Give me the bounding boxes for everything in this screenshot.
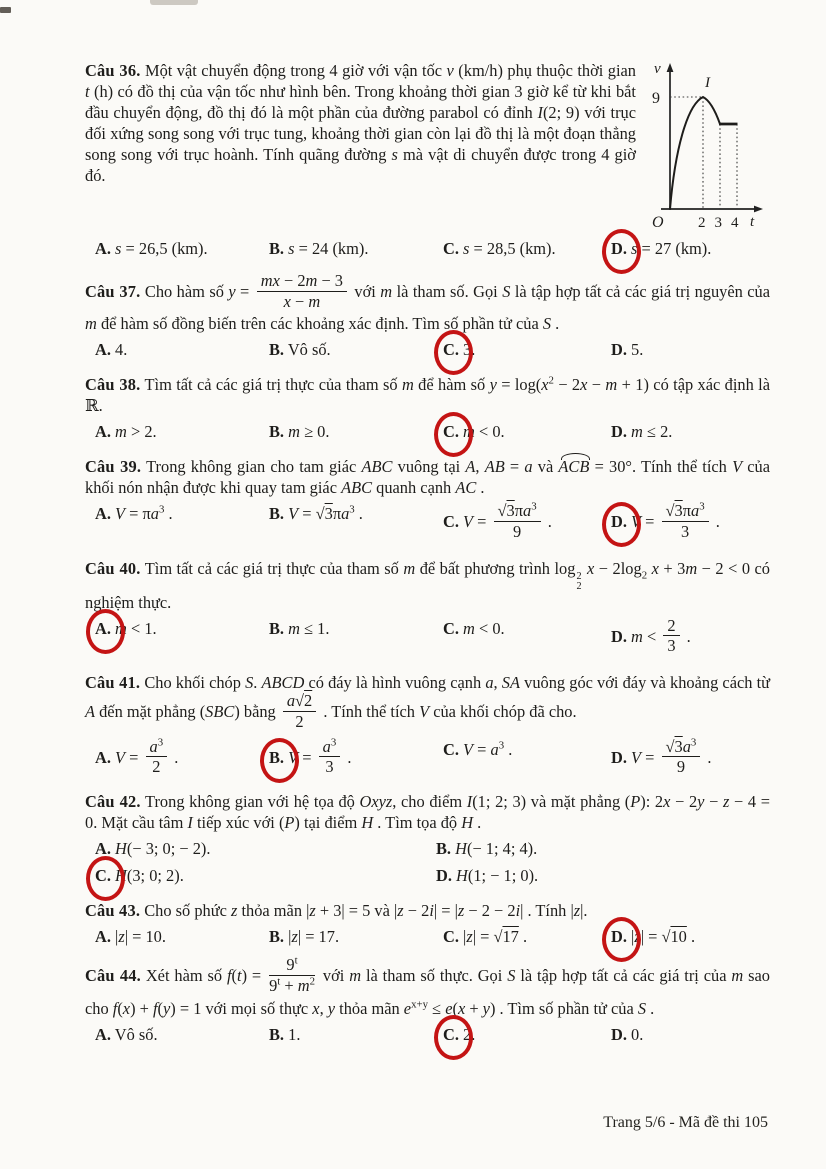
answer-text: H(− 1; 4; 4). (455, 839, 538, 859)
answer-option-b (269, 1024, 439, 1045)
fraction: $\frac{9^t}{9^t + m^2}$ (269, 954, 315, 995)
answer-letter: D. (611, 422, 627, 442)
answer-option-c (443, 500, 607, 543)
answer-letter: C. (443, 512, 459, 532)
answer-letter: D. (436, 866, 452, 886)
question-block-43 (85, 900, 770, 947)
correct-answer-circle: D. (611, 512, 627, 532)
answer-option-d (611, 339, 770, 360)
answer-text: |z| = √17 . (463, 927, 528, 947)
answer-text: s = 24 (km). (288, 239, 369, 258)
answer-row (95, 926, 770, 947)
answer-letter: D. (611, 1024, 627, 1044)
velocity-time-graph (648, 54, 770, 236)
answer-letter: A. (95, 927, 111, 947)
answer-text: Vô số. (114, 1024, 158, 1044)
answer-text: V = $\frac{√3a^3}{9}$ . (631, 736, 712, 777)
answer-option-b (269, 339, 439, 360)
fraction: $\frac{√3\pi a^3}{3}$ (662, 502, 709, 540)
correct-answer-circle: A. (95, 618, 111, 638)
fraction: $\frac{a^3}{2}$ (146, 738, 168, 776)
fraction: $\frac{a√2}{2}$ (283, 692, 316, 730)
answer-option-b (269, 421, 439, 442)
answer-option-c (443, 926, 607, 947)
answer-row (95, 500, 770, 543)
answer-option-d (611, 238, 770, 259)
answer-letter: A. (95, 1024, 111, 1044)
fraction: $\frac{√3a^3}{9}$ (662, 738, 701, 776)
question-stem: Câu 43. Cho số phức z thỏa mãn |z + 3| = 5 và |z − 2i| = |z − 2 − 2i| . Tính |z|. (85, 901, 588, 921)
answer-letter: B. (269, 239, 285, 258)
answer-letter: B. (269, 1024, 285, 1044)
answer-text: 2. (463, 1024, 476, 1044)
answer-text: V = $\frac{√3\pi a^3}{9}$ . (463, 500, 552, 542)
answer-option-d (436, 865, 770, 886)
answer-text: 1. (288, 1024, 301, 1044)
answer-option-b (436, 838, 770, 859)
answer-letter: A. (95, 239, 111, 258)
answer-option-c (443, 618, 607, 658)
answer-option-d (611, 736, 770, 779)
answer-letter: B. (269, 422, 285, 442)
answer-letter: B. (436, 839, 452, 859)
answer-row (95, 339, 770, 360)
answer-text: H(3; 0; 2). (115, 866, 184, 886)
question-block-44 (85, 954, 770, 1044)
answer-row (95, 838, 770, 886)
question-stem: Câu 36. Một vật chuyển động trong 4 giờ với vận tốc v (km/h) phụ thuộc thời gian t (h) có đồ thị của vận tốc như hình bên. Trong khoảng thời gian 3 giờ kể từ khi bắt đầu chuyển động, đồ thị đó là một phần của đường parabol có đỉnh I(2; 9) với trục đối xứng song song với trục tung, khoảng thời gian còn lại đồ thị là một đoạn thẳng song song với trục hoành. Tính quãng đường s mà vật di chuyển được trong 4 giờ đó. (85, 61, 637, 185)
answer-text: H(1; − 1; 0). (456, 866, 539, 886)
answer-text: 0. (631, 1024, 644, 1044)
answer-text: s = 26,5 (km). (115, 239, 208, 258)
answer-option-c (443, 238, 607, 259)
answer-text: V = $\frac{√3\pi a^3}{3}$ . (631, 500, 720, 542)
answer-text: m < 0. (463, 618, 505, 638)
v-axis-label: v (654, 61, 661, 77)
correct-answer-circle: C. (443, 340, 459, 360)
answer-option-a (95, 838, 432, 859)
answer-text: $V = √3\pi a^3$ . (288, 503, 363, 524)
question-stem: Câu 42. Trong không gian với hệ tọa độ Oxyz, cho điểm I(1; 2; 3) và mặt phẳng (P): 2x − 2y − z − 4 = 0. Mặt cầu tâm I tiếp xúc với (P) tại điểm H . Tìm tọa độ H . (85, 792, 770, 833)
answer-text: 5. (631, 340, 644, 360)
answer-text: s = 27 (km). (631, 239, 712, 258)
answer-text: m ≥ 0. (288, 422, 330, 442)
answer-letter: A. (95, 839, 111, 859)
answer-letter: B. (269, 504, 285, 524)
answer-text: m > 2. (115, 422, 157, 442)
correct-answer-circle: B. (269, 747, 285, 767)
parabola-curve (670, 97, 720, 209)
answer-text: |z| = 17. (288, 927, 340, 947)
answer-text: m < 0. (463, 422, 505, 442)
answer-option-a (95, 736, 265, 779)
answer-text: H(− 3; 0; − 2). (115, 839, 211, 859)
question-block-40 (85, 558, 770, 658)
answer-letter: B. (269, 340, 285, 360)
v-axis-arrow-icon (667, 63, 674, 72)
answer-option-a (95, 1024, 265, 1045)
page-footer: Trang 5/6 - Mã đề thi 105 (603, 1114, 768, 1131)
answer-text: Vô số. (287, 340, 331, 360)
answer-letter: B. (269, 927, 285, 947)
question-stem: Câu 38. Tìm tất cả các giá trị thực của tham số m để hàm số $y = \log(x^2 - 2x - m + 1)$ có tập xác định là ℝ. (85, 374, 771, 416)
t-axis-arrow-icon (754, 206, 763, 213)
answer-text: |z| = √10 . (631, 927, 696, 947)
answer-text: 3. (463, 340, 476, 360)
answer-option-c (443, 339, 607, 360)
answer-letter: A. (95, 422, 111, 442)
answer-option-d (611, 926, 770, 947)
t-tick-3: 3 (714, 215, 722, 231)
answer-row (95, 421, 770, 442)
answer-option-a (95, 339, 265, 360)
answer-letter: C. (443, 739, 459, 759)
v-tick-9: 9 (652, 90, 660, 107)
question-stem: Câu 40. Tìm tất cả các giá trị thực của tham số m để bất phương trình log 2 2 $x - 2\log_2$ x + 3m − 2 < 0 có nghiệm thực. (85, 558, 770, 612)
question-block-37 (85, 273, 770, 360)
answer-letter: B. (269, 618, 285, 638)
answer-row (95, 238, 770, 259)
question-block-42 (85, 791, 770, 886)
correct-answer-circle: C. (95, 866, 111, 886)
question-block-39 (85, 456, 770, 543)
question-stem: Câu 37. Cho hàm số y = $\frac{mx - 2m - 3}{x - m}$ với m là tham số. Gọi S là tập hợp tất cả các giá trị nguyên của m để hàm số đồng biến trên các khoảng xác định. Tìm số phần tử của S . (85, 271, 770, 334)
t-tick-2: 2 (698, 215, 706, 231)
answer-option-d (611, 615, 770, 658)
answer-letter: D. (611, 626, 627, 646)
answer-text: V = $\frac{a^3}{2}$ . (115, 736, 179, 777)
answer-letter: C. (443, 927, 459, 947)
answer-letter: D. (611, 340, 627, 360)
fraction: $\frac{a^3}{3}$ (319, 738, 341, 776)
answer-option-b (269, 618, 439, 658)
answer-option-a (95, 618, 265, 658)
origin-label: O (652, 214, 664, 231)
answer-text: s = 28,5 (km). (463, 239, 556, 258)
answer-text: m ≤ 1. (288, 618, 330, 638)
answer-option-c (95, 865, 432, 886)
answer-option-a (95, 503, 265, 543)
answer-text: |z| = 10. (115, 927, 166, 947)
answer-letter: C. (443, 239, 459, 258)
answer-text: m ≤ 2. (631, 422, 673, 442)
answer-letter: A. (95, 504, 111, 524)
answer-option-a (95, 926, 265, 947)
vertex-label: I (705, 75, 710, 91)
correct-answer-circle: D. (611, 239, 627, 258)
answer-option-a (95, 421, 265, 442)
answer-letter: A. (95, 340, 111, 360)
answer-option-b (269, 238, 439, 259)
correct-answer-circle: C. (443, 1024, 459, 1044)
answer-option-b (269, 736, 439, 779)
answer-option-b (269, 926, 439, 947)
answer-row (95, 1024, 770, 1045)
answer-text: $V = a^3$ . (463, 739, 513, 759)
answer-option-c (443, 1024, 607, 1045)
velocity-graph-svg (648, 54, 770, 236)
fraction: $\frac{2}{3}$ (663, 617, 679, 655)
question-stem: Câu 41. Cho khối chóp S. ABCD có đáy là hình vuông cạnh a, SA vuông góc với đáy và khoảng cách từ A đến mặt phẳng (SBC) bằng $\frac{a√2}{2}$ . Tính thể tích V của khối chóp đã cho. (85, 673, 771, 731)
answer-row (95, 615, 770, 658)
fraction: $\frac{mx - 2m - 3}{x - m}$ (257, 272, 347, 310)
answer-letter: A. (95, 747, 111, 767)
answer-text: m < $\frac{2}{3}$ . (631, 615, 691, 656)
correct-answer-circle: C. (443, 422, 459, 442)
question-block-36 (85, 60, 770, 259)
answer-row (95, 736, 770, 779)
answer-letter: C. (443, 618, 459, 638)
answer-option-c (443, 421, 607, 442)
question-block-38 (85, 374, 770, 442)
answer-option-d (611, 500, 770, 543)
correct-answer-circle: D. (611, 927, 627, 947)
answer-letter: D. (611, 747, 627, 767)
answer-text: V = $\frac{a^3}{3}$ . (288, 736, 352, 777)
answer-option-d (611, 1024, 770, 1045)
t-axis-label: t (750, 214, 755, 230)
answer-text: m < 1. (115, 618, 157, 638)
answer-option-d (611, 421, 770, 442)
answer-text: $V = \pi a^3$ . (115, 503, 173, 524)
question-stem: Câu 39. Trong không gian cho tam giác ABC vuông tại A, AB = a và ACB = 30°. Tính thể tích V của khối nón nhận được khi quay tam giác ABC quanh cạnh AC . (85, 457, 771, 498)
answer-option-a (95, 238, 265, 259)
t-tick-4: 4 (731, 215, 739, 231)
answer-text: 4. (115, 340, 128, 360)
question-block-41 (85, 672, 770, 779)
answer-option-c (443, 739, 607, 779)
answer-option-b (269, 503, 439, 543)
fraction: $\frac{√3\pi a^3}{9}$ (494, 502, 541, 540)
question-stem: Câu 44. Xét hàm số f(t) = $\frac{9^t}{9^t + m^2}$ với m là tham số thực. Gọi S là tập hợp tất cả các giá trị của m sao cho f(x) + f(y) = 1 với mọi số thực x, y thỏa mãn $e^{x+y} \le e(x + y)$ . Tìm số phần tử của S . (85, 954, 770, 1018)
